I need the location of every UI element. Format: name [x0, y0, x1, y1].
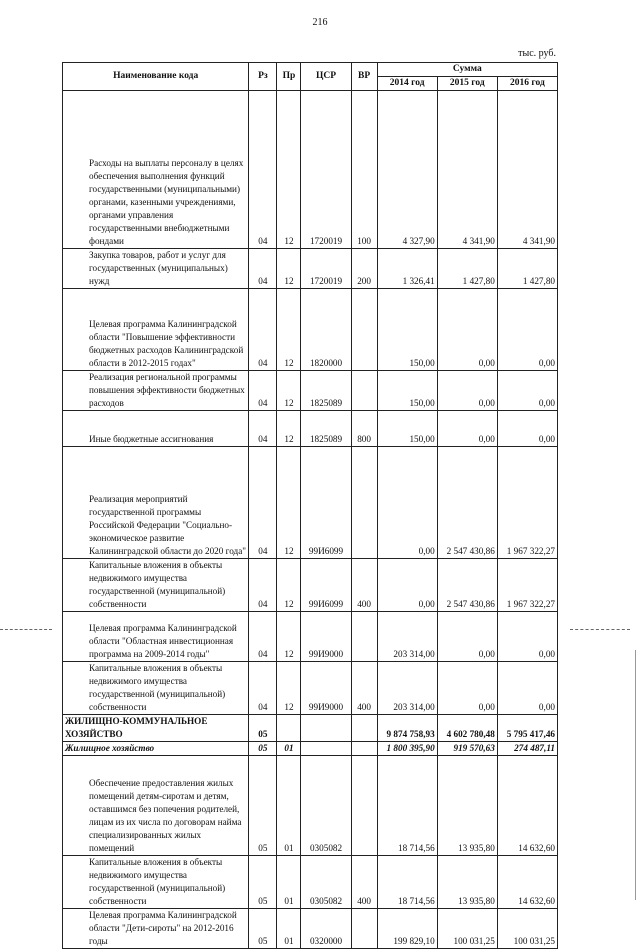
- row-pr-cell: 12: [277, 91, 301, 249]
- row-name-cell: [63, 249, 249, 289]
- row-2014-cell: 150,00: [377, 411, 437, 447]
- row-pr-cell: 01: [277, 909, 301, 949]
- table-row: [63, 612, 558, 662]
- row-vr-cell: 400: [351, 559, 377, 612]
- row-2015-cell: 0,00: [437, 371, 497, 411]
- row-name-text: Реализация мероприятий государственной программы Российской Федерации "Социально-экономическое развитие Калининградской области до 2020 года": [89, 494, 247, 556]
- row-csr-cell: [301, 742, 351, 756]
- row-name-text: Обеспечение предоставления жилых помещений детям-сиротам и детям, оставшимся без попечения родителей, лицам из их числа по договорам найма специализированных жилых помещений: [89, 778, 242, 853]
- row-rz-cell: 04: [249, 662, 277, 715]
- row-vr-cell: 200: [351, 249, 377, 289]
- row-name-text: Расходы на выплаты персоналу в целях обеспечения выполнения функций государственными (муниципальными) органами, казенными учреждениями, органами управления государственными внебюджетными фондами: [89, 158, 244, 246]
- row-2014-cell: 1 326,41: [377, 249, 437, 289]
- row-rz-cell: 05: [249, 715, 277, 742]
- row-vr-cell: [351, 371, 377, 411]
- row-rz-cell: 04: [249, 91, 277, 249]
- row-vr-cell: 100: [351, 91, 377, 249]
- row-name-text: Капитальные вложения в объекты недвижимого имущества государственной (муниципальной) собственности: [89, 663, 226, 712]
- row-pr-cell: 12: [277, 411, 301, 447]
- table-row: [63, 909, 558, 949]
- row-pr-cell: 12: [277, 289, 301, 371]
- row-csr-cell: 0305082: [301, 856, 351, 909]
- row-2015-cell: 2 547 430,86: [437, 559, 497, 612]
- scan-edge-line: [635, 650, 636, 900]
- row-2015-cell: 919 570,63: [437, 742, 497, 756]
- row-pr-cell: 12: [277, 371, 301, 411]
- row-vr-cell: [351, 742, 377, 756]
- row-rz-cell: 04: [249, 371, 277, 411]
- row-2016-cell: 14 632,60: [497, 856, 557, 909]
- row-name-text: Реализация региональной программы повышения эффективности бюджетных расходов: [89, 372, 245, 408]
- row-csr-cell: 1825089: [301, 411, 351, 447]
- row-2015-cell: 100 031,25: [437, 909, 497, 949]
- header-vr: ВР: [351, 63, 377, 91]
- row-pr-cell: 12: [277, 249, 301, 289]
- row-2016-cell: 1 427,80: [497, 249, 557, 289]
- table-body: [63, 91, 558, 949]
- row-2014-cell: 203 314,00: [377, 612, 437, 662]
- row-csr-cell: 1720019: [301, 249, 351, 289]
- table-row: [63, 662, 558, 715]
- unit-label: тыс. руб.: [518, 48, 556, 59]
- row-name-text: Капитальные вложения в объекты недвижимого имущества государственной (муниципальной) собственности: [89, 857, 226, 906]
- row-rz-cell: 04: [249, 447, 277, 559]
- header-2014: 2014 год: [377, 77, 437, 91]
- row-pr-cell: [277, 715, 301, 742]
- row-csr-cell: 0305082: [301, 756, 351, 856]
- row-csr-cell: 99И9000: [301, 612, 351, 662]
- row-rz-cell: 05: [249, 756, 277, 856]
- row-name-cell: [63, 447, 249, 559]
- row-2015-cell: 13 935,80: [437, 856, 497, 909]
- row-rz-cell: 05: [249, 856, 277, 909]
- row-vr-cell: [351, 909, 377, 949]
- table-row: [63, 249, 558, 289]
- row-2014-cell: 203 314,00: [377, 662, 437, 715]
- row-2015-cell: 4 341,90: [437, 91, 497, 249]
- row-csr-cell: 99И6099: [301, 559, 351, 612]
- row-csr-cell: 99И6099: [301, 447, 351, 559]
- row-pr-cell: 01: [277, 742, 301, 756]
- row-name-text: Иные бюджетные ассигнования: [89, 434, 214, 444]
- row-name-cell: [63, 559, 249, 612]
- row-name-cell: [63, 715, 249, 742]
- table-row: [63, 371, 558, 411]
- row-2015-cell: 0,00: [437, 411, 497, 447]
- row-pr-cell: 01: [277, 856, 301, 909]
- scan-dash-right: [570, 629, 630, 630]
- row-name-cell: [63, 756, 249, 856]
- table-row: [63, 715, 558, 742]
- row-2016-cell: 100 031,25: [497, 909, 557, 949]
- row-name-cell: [63, 662, 249, 715]
- row-pr-cell: 12: [277, 447, 301, 559]
- row-2016-cell: 5 795 417,46: [497, 715, 557, 742]
- header-rz: Рз: [249, 63, 277, 91]
- row-2016-cell: 274 487,11: [497, 742, 557, 756]
- row-2014-cell: 150,00: [377, 371, 437, 411]
- row-name-text: Целевая программа Калининградской области "Дети-сироты" на 2012-2016 годы: [89, 910, 237, 946]
- budget-table: [62, 62, 558, 949]
- row-2016-cell: 0,00: [497, 612, 557, 662]
- row-csr-cell: [301, 715, 351, 742]
- row-csr-cell: 1720019: [301, 91, 351, 249]
- row-vr-cell: [351, 612, 377, 662]
- row-2014-cell: 4 327,90: [377, 91, 437, 249]
- row-pr-cell: 12: [277, 612, 301, 662]
- row-2015-cell: 1 427,80: [437, 249, 497, 289]
- row-2016-cell: 0,00: [497, 371, 557, 411]
- table-row: [63, 91, 558, 249]
- row-2016-cell: 1 967 322,27: [497, 559, 557, 612]
- row-csr-cell: 0320000: [301, 909, 351, 949]
- table-row: [63, 289, 558, 371]
- row-rz-cell: 04: [249, 559, 277, 612]
- row-2015-cell: 13 935,80: [437, 756, 497, 856]
- header-pr: Пр: [277, 63, 301, 91]
- row-name-cell: [63, 371, 249, 411]
- row-2016-cell: 0,00: [497, 289, 557, 371]
- row-name-cell: [63, 91, 249, 249]
- table-row: [63, 447, 558, 559]
- page-number: 216: [312, 17, 328, 28]
- row-2014-cell: 150,00: [377, 289, 437, 371]
- table-row: [63, 856, 558, 909]
- row-pr-cell: 12: [277, 662, 301, 715]
- row-name-cell: [63, 411, 249, 447]
- row-2015-cell: 0,00: [437, 612, 497, 662]
- row-name-cell: [63, 289, 249, 371]
- row-name-cell: [63, 742, 249, 756]
- row-pr-cell: 12: [277, 559, 301, 612]
- header-2015: 2015 год: [437, 77, 497, 91]
- row-vr-cell: [351, 447, 377, 559]
- row-name-text: ЖИЛИЩНО-КОММУНАЛЬНОЕ ХОЗЯЙСТВО: [65, 716, 208, 739]
- row-2015-cell: 0,00: [437, 662, 497, 715]
- row-rz-cell: 04: [249, 289, 277, 371]
- header-name: Наименование кода: [63, 63, 249, 91]
- row-name-cell: [63, 909, 249, 949]
- row-2014-cell: 18 714,56: [377, 856, 437, 909]
- row-csr-cell: 99И9000: [301, 662, 351, 715]
- row-2015-cell: 0,00: [437, 289, 497, 371]
- row-name-text: Жилищное хозяйство: [65, 743, 155, 753]
- row-vr-cell: 800: [351, 411, 377, 447]
- row-name-text: Целевая программа Калининградской области "Областная инвестиционная программа на 2009-2014 годы": [89, 623, 237, 659]
- header-sum: Сумма: [377, 63, 557, 77]
- table-row: [63, 756, 558, 856]
- row-rz-cell: 04: [249, 249, 277, 289]
- row-csr-cell: 1820000: [301, 289, 351, 371]
- table-row: [63, 559, 558, 612]
- row-vr-cell: [351, 715, 377, 742]
- scan-dash-left: [0, 629, 52, 630]
- row-2014-cell: 0,00: [377, 447, 437, 559]
- row-vr-cell: [351, 756, 377, 856]
- row-2016-cell: 1 967 322,27: [497, 447, 557, 559]
- table-row: [63, 742, 558, 756]
- table-row: [63, 411, 558, 447]
- row-rz-cell: 05: [249, 742, 277, 756]
- row-name-text: Целевая программа Калининградской области "Повышение эффективности бюджетных расходов Калининградской области в 2012-2015 годах": [89, 319, 244, 368]
- row-2015-cell: 4 602 780,48: [437, 715, 497, 742]
- row-2016-cell: 4 341,90: [497, 91, 557, 249]
- row-name-text: Капитальные вложения в объекты недвижимого имущества государственной (муниципальной) собственности: [89, 560, 226, 609]
- row-vr-cell: [351, 289, 377, 371]
- row-2014-cell: 199 829,10: [377, 909, 437, 949]
- row-2016-cell: 0,00: [497, 411, 557, 447]
- row-pr-cell: 01: [277, 756, 301, 856]
- row-name-cell: [63, 612, 249, 662]
- row-2016-cell: 14 632,60: [497, 756, 557, 856]
- header-csr: ЦСР: [301, 63, 351, 91]
- row-2014-cell: 18 714,56: [377, 756, 437, 856]
- row-name-text: Закупка товаров, работ и услуг для государственных (муниципальных) нужд: [89, 250, 228, 286]
- row-name-cell: [63, 856, 249, 909]
- row-2014-cell: 0,00: [377, 559, 437, 612]
- row-2014-cell: 1 800 395,90: [377, 742, 437, 756]
- row-rz-cell: 05: [249, 909, 277, 949]
- row-vr-cell: 400: [351, 856, 377, 909]
- header-2016: 2016 год: [497, 77, 557, 91]
- row-rz-cell: 04: [249, 612, 277, 662]
- row-2016-cell: 0,00: [497, 662, 557, 715]
- row-2015-cell: 2 547 430,86: [437, 447, 497, 559]
- row-vr-cell: 400: [351, 662, 377, 715]
- row-csr-cell: 1825089: [301, 371, 351, 411]
- row-2014-cell: 9 874 758,93: [377, 715, 437, 742]
- row-rz-cell: 04: [249, 411, 277, 447]
